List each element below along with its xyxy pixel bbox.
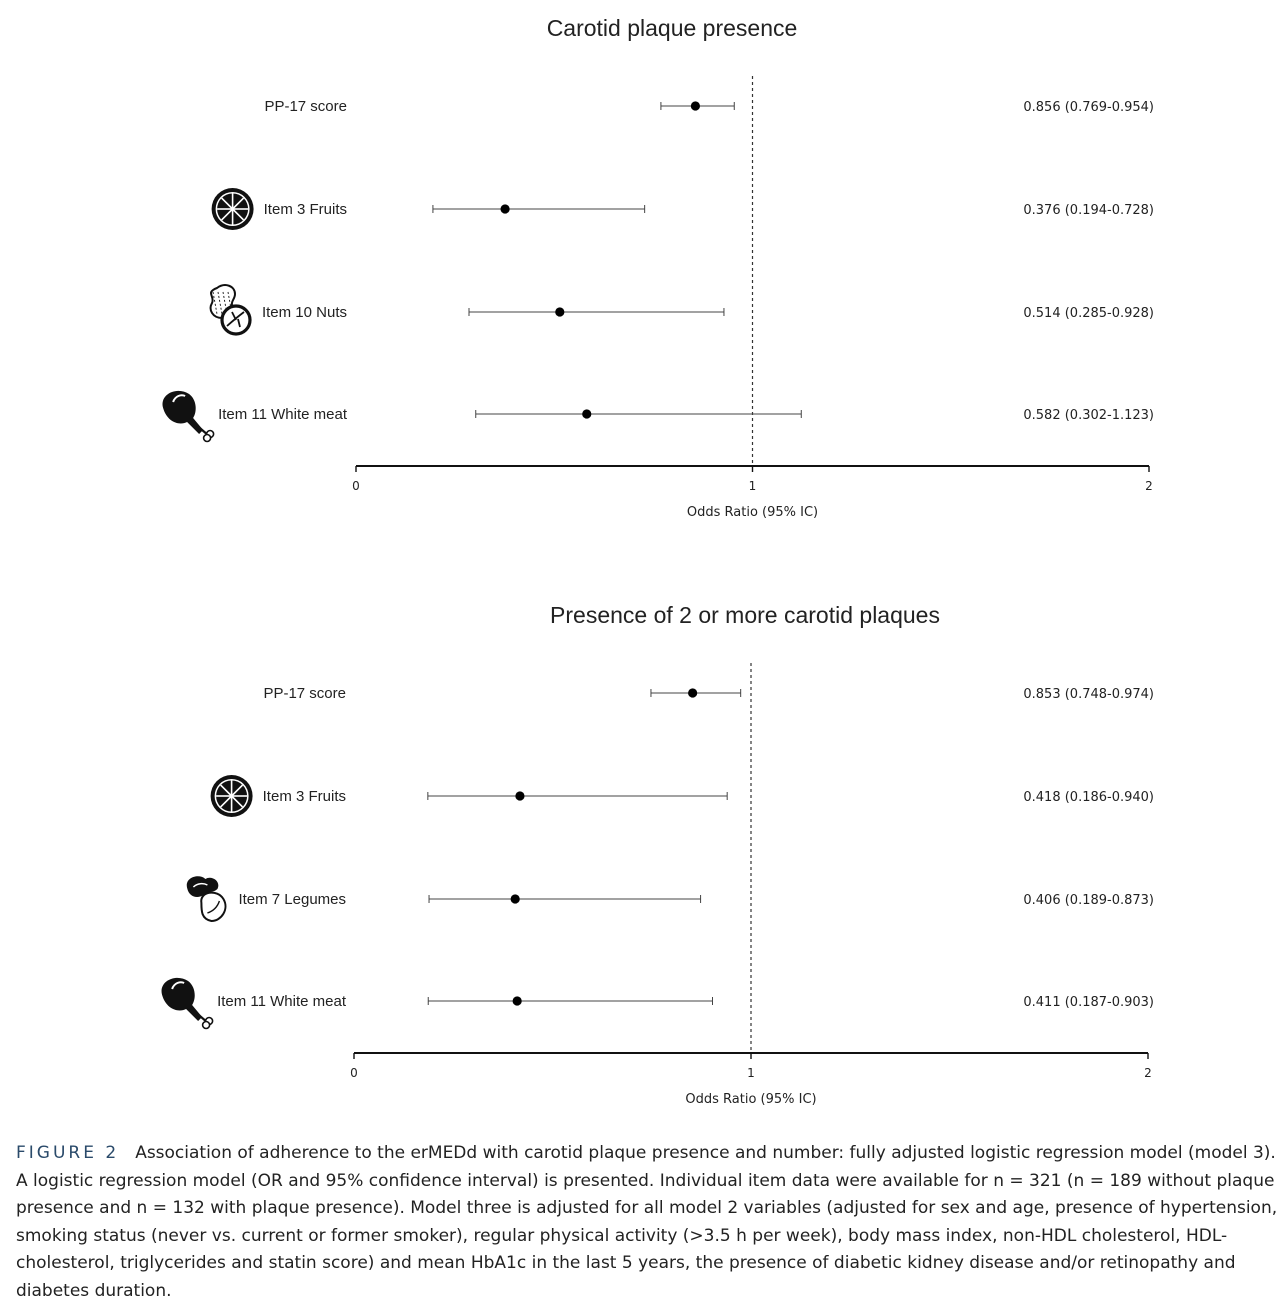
forest-row (187, 876, 1154, 921)
x-axis-label: Odds Ratio (95% IC) (686, 505, 819, 520)
forest-row (264, 98, 1154, 115)
bone-knob-2 (204, 435, 211, 442)
row-label: Item 3 Fruits (263, 201, 347, 218)
caption-text: Association of adherence to the erMEDd with carotid plaque presence and number: fully adjusted logistic regression model (model 3). A logistic regression model (OR and 95% confidence interval) is presented. Individual item data were available for n = 321 (n = 189 without plaque presence and n = 132 with plaque presence). Model three is adjusted for all model 2 variables (adjusted for sex and age, presence of hypertension, smoking status (never vs. current or former smoker), regular physical activity (>3.5 h per week), body mass index, non-HDL cholesterol, HDL-cholesterol, triglycerides and statin score) and mean HbA1c in the last 5 years, the presence of diabetic kidney disease and/or retinopathy and diabetes duration. (16, 1143, 1278, 1301)
figure-caption (16, 1140, 1278, 1305)
odds-ratio-point (691, 101, 700, 110)
row-value: 0.582 (0.302-1.123) (1023, 408, 1154, 423)
row-value: 0.514 (0.285-0.928) (1023, 306, 1154, 321)
x-tick-label: 2 (1144, 1066, 1152, 1080)
citrus-icon (212, 188, 254, 230)
row-label: PP-17 score (264, 98, 347, 115)
drumstick-icon (162, 978, 213, 1029)
row-value: 0.411 (0.187-0.903) (1023, 995, 1154, 1010)
x-tick-label: 2 (1145, 479, 1153, 493)
x-tick-label: 0 (352, 479, 360, 493)
drumstick-meat (162, 978, 203, 1021)
odds-ratio-point (515, 791, 524, 800)
row-label: Item 3 Fruits (262, 788, 346, 805)
forest-row (212, 188, 1154, 230)
forest-row (211, 775, 1154, 817)
forest-panel-1 (163, 15, 1154, 520)
odds-ratio-point (555, 307, 564, 316)
row-value: 0.853 (0.748-0.974) (1023, 687, 1154, 702)
chart-title: Carotid plaque presence (546, 15, 798, 41)
row-label: Item 11 White meat (218, 406, 347, 423)
forest-panel-2 (162, 602, 1154, 1107)
odds-ratio-point (688, 688, 697, 697)
forest-row (263, 685, 1154, 702)
drumstick-icon (163, 391, 214, 442)
forest-row (211, 285, 1154, 334)
row-label: Item 7 Legumes (238, 891, 346, 908)
x-tick-label: 1 (748, 479, 757, 493)
odds-ratio-point (513, 996, 522, 1005)
odds-ratio-point (511, 894, 520, 903)
citrus-core (230, 794, 234, 798)
odds-ratio-point (582, 409, 591, 418)
chart-title: Presence of 2 or more carotid plaques (550, 602, 940, 628)
x-tick-label: 0 (350, 1066, 358, 1080)
drumstick-meat (163, 391, 204, 434)
x-tick-label: 1 (747, 1066, 755, 1080)
legumes-icon (187, 876, 226, 921)
forest-row (162, 978, 1154, 1029)
x-axis-label: Odds Ratio (95% IC) (685, 1092, 817, 1107)
citrus-core (231, 207, 235, 211)
nuts-icon (211, 285, 250, 334)
citrus-icon (211, 775, 253, 817)
row-value: 0.856 (0.769-0.954) (1023, 100, 1154, 115)
row-value: 0.418 (0.186-0.940) (1023, 790, 1154, 805)
row-label: Item 10 Nuts (261, 304, 347, 321)
row-value: 0.376 (0.194-0.728) (1023, 203, 1154, 218)
figure-label: FIGURE 2 (16, 1143, 120, 1163)
row-value: 0.406 (0.189-0.873) (1023, 893, 1154, 908)
row-label: Item 11 White meat (217, 993, 346, 1010)
forest-row (163, 391, 1154, 442)
bean-light (201, 893, 225, 921)
odds-ratio-point (500, 204, 509, 213)
bone-knob-2 (203, 1022, 210, 1029)
row-label: PP-17 score (263, 685, 346, 702)
